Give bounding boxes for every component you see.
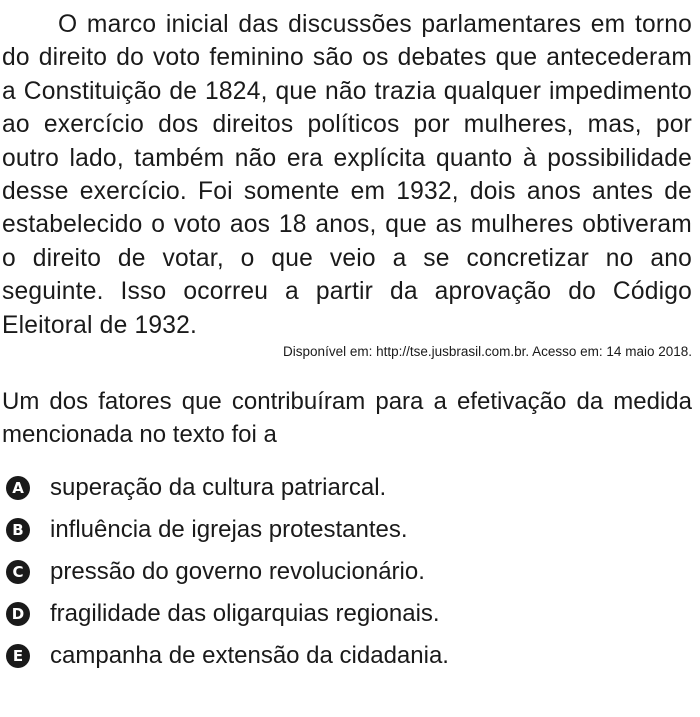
- answer-options: [2, 467, 692, 677]
- option-a[interactable]: [2, 467, 692, 509]
- question-stem: Um dos fatores que contribuíram para a efetivação da medida mencionada no texto foi a: [2, 388, 692, 449]
- option-c-text: pressão do governo revolucionário.: [50, 558, 425, 586]
- option-d[interactable]: [2, 593, 692, 635]
- passage-text: O marco inicial das discussões parlamentares em torno do direito do voto feminino são os debates que antecederam a Constituição de 1824, que não trazia qualquer impedimento ao exercício dos direitos políticos por mulheres, mas, por outro lado, também não era explícita quanto à possibilidade desse exercício. Foi somente em 1932, dois anos antes de estabelecido o voto aos 18 anos, que as mulheres obtiveram o direito de votar, o que veio a se concretizar no ano seguinte. Isso ocorreu a partir da aprovação do Código Eleitoral de 1932.: [2, 11, 692, 339]
- option-e-text: campanha de extensão da cidadania.: [50, 642, 449, 670]
- option-b-letter-badge: B: [6, 518, 30, 542]
- option-d-letter-badge: D: [6, 602, 30, 626]
- option-c[interactable]: [2, 551, 692, 593]
- option-e-letter-badge: E: [6, 644, 30, 668]
- option-a-letter-badge: A: [6, 476, 30, 500]
- source-citation: Disponível em: http://tse.jusbrasil.com.br. Acesso em: 14 maio 2018.: [283, 344, 692, 360]
- option-c-letter-badge: C: [6, 560, 30, 584]
- option-a-text: superação da cultura patriarcal.: [50, 474, 387, 502]
- option-d-text: fragilidade das oligarquias regionais.: [50, 600, 440, 628]
- option-e[interactable]: [2, 635, 692, 677]
- option-b[interactable]: [2, 509, 692, 551]
- option-b-text: influência de igrejas protestantes.: [50, 516, 408, 544]
